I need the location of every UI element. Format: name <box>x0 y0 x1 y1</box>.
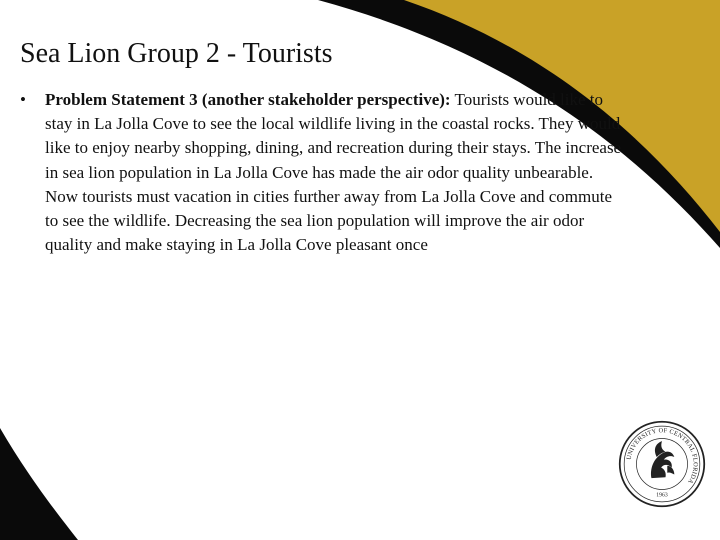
ucf-seal-logo <box>618 420 706 508</box>
bullet-body-text: Tourists would like to stay in La Jolla Cove to see the local wildlife living in the coastal rocks. They would like to enjoy nearby shopping, dining, and recreation during their stays. The increase in sea lion population in La Jolla Cove has made the air odor quality unbearable. Now tourists must vacation in cities further away from La Jolla Cove and commute to see the wildlife. Decreasing the sea lion population will improve the air odor quality and make staying in La Jolla Cove pleasant once <box>45 90 622 255</box>
seal-ring-textpath: UNIVERSITY OF CENTRAL FLORIDA <box>625 427 699 485</box>
bottom-left-black-swoosh <box>0 428 78 540</box>
bullet-item-problem-statement <box>20 88 624 257</box>
slide-title: Sea Lion Group 2 - Tourists <box>20 38 333 69</box>
seal-year: 1963 <box>656 492 668 499</box>
bullet-list <box>20 88 624 257</box>
bullet-marker: • <box>20 90 26 109</box>
bullet-label: Problem Statement 3 (another stakeholder perspective): <box>45 90 451 109</box>
